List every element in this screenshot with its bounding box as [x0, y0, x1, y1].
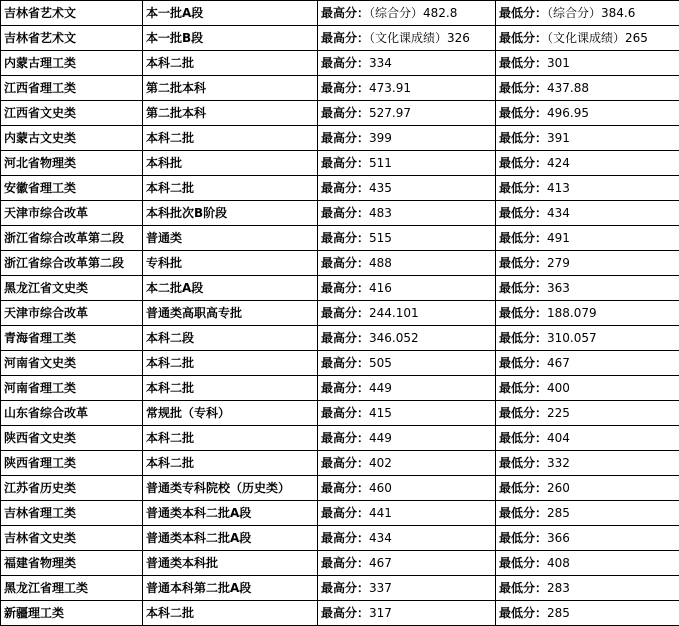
min-score-label: 最低分：	[499, 581, 547, 595]
batch-cell: 本一批B段	[143, 26, 318, 51]
max-score-value: 460	[369, 481, 392, 495]
table-row	[1, 601, 679, 626]
max-score-label: 最高分：	[321, 131, 369, 145]
table-row	[1, 576, 679, 601]
max-score-label: 最高分：	[321, 456, 369, 470]
min-score-cell	[496, 601, 679, 626]
batch-cell: 本科批次B阶段	[143, 201, 318, 226]
batch-cell: 本科二批	[143, 51, 318, 76]
max-score-label: 最高分：	[321, 356, 369, 370]
max-score-cell	[318, 1, 496, 26]
max-score-value: 527.97	[369, 106, 411, 120]
max-score-label: 最高分：	[321, 381, 369, 395]
table-row	[1, 226, 679, 251]
max-score-value: 334	[369, 56, 392, 70]
min-score-cell	[496, 26, 679, 51]
min-score-cell	[496, 126, 679, 151]
max-score-value: （文化课成绩）326	[369, 31, 470, 45]
max-score-cell	[318, 26, 496, 51]
batch-cell: 常规批（专科）	[143, 401, 318, 426]
min-score-label: 最低分：	[499, 231, 547, 245]
batch-cell: 第二批本科	[143, 101, 318, 126]
min-score-value: 400	[547, 381, 570, 395]
max-score-cell	[318, 126, 496, 151]
table-row	[1, 101, 679, 126]
min-score-label: 最低分：	[499, 206, 547, 220]
batch-cell: 普通类专科院校（历史类）	[143, 476, 318, 501]
min-score-label: 最低分：	[499, 606, 547, 620]
min-score-cell	[496, 101, 679, 126]
max-score-cell	[318, 501, 496, 526]
table-row	[1, 351, 679, 376]
table-row	[1, 401, 679, 426]
min-score-cell	[496, 426, 679, 451]
min-score-label: 最低分：	[499, 331, 547, 345]
max-score-value: 515	[369, 231, 392, 245]
min-score-value: 260	[547, 481, 570, 495]
min-score-label: 最低分：	[499, 181, 547, 195]
max-score-cell	[318, 476, 496, 501]
max-score-value: 402	[369, 456, 392, 470]
batch-cell: 本科二批	[143, 451, 318, 476]
min-score-label: 最低分：	[499, 456, 547, 470]
min-score-value: 279	[547, 256, 570, 270]
min-score-label: 最低分：	[499, 31, 547, 45]
min-score-label: 最低分：	[499, 256, 547, 270]
max-score-cell	[318, 451, 496, 476]
min-score-value: 467	[547, 356, 570, 370]
min-score-label: 最低分：	[499, 431, 547, 445]
batch-cell: 普通类本科二批A段	[143, 526, 318, 551]
min-score-cell	[496, 351, 679, 376]
table-row	[1, 326, 679, 351]
min-score-value: 434	[547, 206, 570, 220]
max-score-value: 473.91	[369, 81, 411, 95]
region-cell: 吉林省文史类	[1, 526, 143, 551]
region-cell: 天津市综合改革	[1, 201, 143, 226]
region-cell: 浙江省综合改革第二段	[1, 251, 143, 276]
min-score-label: 最低分：	[499, 281, 547, 295]
min-score-cell	[496, 551, 679, 576]
region-cell: 陕西省文史类	[1, 426, 143, 451]
max-score-cell	[318, 201, 496, 226]
table-row	[1, 26, 679, 51]
table-row	[1, 151, 679, 176]
min-score-cell	[496, 176, 679, 201]
table-row	[1, 426, 679, 451]
max-score-cell	[318, 251, 496, 276]
max-score-cell	[318, 551, 496, 576]
min-score-label: 最低分：	[499, 481, 547, 495]
max-score-label: 最高分：	[321, 81, 369, 95]
max-score-value: 441	[369, 506, 392, 520]
min-score-cell	[496, 501, 679, 526]
batch-cell: 第二批本科	[143, 76, 318, 101]
min-score-cell	[496, 151, 679, 176]
min-score-cell	[496, 526, 679, 551]
min-score-value: 363	[547, 281, 570, 295]
min-score-label: 最低分：	[499, 81, 547, 95]
table-row	[1, 201, 679, 226]
min-score-value: 225	[547, 406, 570, 420]
max-score-label: 最高分：	[321, 406, 369, 420]
min-score-value: 285	[547, 506, 570, 520]
max-score-value: 337	[369, 581, 392, 595]
table-row	[1, 126, 679, 151]
region-cell: 吉林省艺术文	[1, 1, 143, 26]
batch-cell: 本科二批	[143, 126, 318, 151]
max-score-label: 最高分：	[321, 531, 369, 545]
region-cell: 河南省文史类	[1, 351, 143, 376]
max-score-label: 最高分：	[321, 481, 369, 495]
min-score-cell	[496, 1, 679, 26]
min-score-label: 最低分：	[499, 381, 547, 395]
batch-cell: 本科批	[143, 151, 318, 176]
table-row	[1, 1, 679, 26]
batch-cell: 普通类本科二批A段	[143, 501, 318, 526]
score-table-body	[1, 1, 679, 626]
batch-cell: 普通类本科批	[143, 551, 318, 576]
max-score-cell	[318, 76, 496, 101]
max-score-cell	[318, 101, 496, 126]
max-score-value: 434	[369, 531, 392, 545]
batch-cell: 普通类高职高专批	[143, 301, 318, 326]
max-score-label: 最高分：	[321, 56, 369, 70]
max-score-cell	[318, 301, 496, 326]
min-score-value: 285	[547, 606, 570, 620]
max-score-cell	[318, 401, 496, 426]
max-score-cell	[318, 326, 496, 351]
max-score-label: 最高分：	[321, 431, 369, 445]
max-score-cell	[318, 151, 496, 176]
region-cell: 青海省理工类	[1, 326, 143, 351]
max-score-label: 最高分：	[321, 6, 369, 20]
max-score-cell	[318, 51, 496, 76]
max-score-value: 415	[369, 406, 392, 420]
max-score-value: 346.052	[369, 331, 419, 345]
min-score-value: 310.057	[547, 331, 597, 345]
max-score-value: 317	[369, 606, 392, 620]
table-row	[1, 551, 679, 576]
max-score-cell	[318, 426, 496, 451]
region-cell: 黑龙江省理工类	[1, 576, 143, 601]
min-score-label: 最低分：	[499, 356, 547, 370]
max-score-value: 505	[369, 356, 392, 370]
min-score-value: 301	[547, 56, 570, 70]
max-score-label: 最高分：	[321, 31, 369, 45]
region-cell: 安徽省理工类	[1, 176, 143, 201]
batch-cell: 本科二批	[143, 426, 318, 451]
min-score-label: 最低分：	[499, 6, 547, 20]
min-score-cell	[496, 376, 679, 401]
batch-cell: 本科二批	[143, 376, 318, 401]
batch-cell: 本科二批	[143, 601, 318, 626]
min-score-cell	[496, 476, 679, 501]
min-score-value: 366	[547, 531, 570, 545]
max-score-value: 449	[369, 431, 392, 445]
table-row	[1, 526, 679, 551]
min-score-cell	[496, 226, 679, 251]
region-cell: 新疆理工类	[1, 601, 143, 626]
region-cell: 江西省文史类	[1, 101, 143, 126]
region-cell: 内蒙古理工类	[1, 51, 143, 76]
min-score-value: 424	[547, 156, 570, 170]
max-score-value: 399	[369, 131, 392, 145]
min-score-label: 最低分：	[499, 131, 547, 145]
max-score-value: 511	[369, 156, 392, 170]
region-cell: 天津市综合改革	[1, 301, 143, 326]
table-row	[1, 76, 679, 101]
table-row	[1, 51, 679, 76]
max-score-label: 最高分：	[321, 256, 369, 270]
max-score-cell	[318, 226, 496, 251]
batch-cell: 本二批A段	[143, 276, 318, 301]
min-score-cell	[496, 51, 679, 76]
max-score-cell	[318, 276, 496, 301]
min-score-value: 413	[547, 181, 570, 195]
region-cell: 江苏省历史类	[1, 476, 143, 501]
max-score-label: 最高分：	[321, 181, 369, 195]
min-score-value: 491	[547, 231, 570, 245]
min-score-cell	[496, 201, 679, 226]
min-score-label: 最低分：	[499, 531, 547, 545]
min-score-label: 最低分：	[499, 56, 547, 70]
min-score-cell	[496, 576, 679, 601]
region-cell: 浙江省综合改革第二段	[1, 226, 143, 251]
max-score-label: 最高分：	[321, 106, 369, 120]
max-score-cell	[318, 526, 496, 551]
max-score-cell	[318, 351, 496, 376]
table-row	[1, 476, 679, 501]
table-row	[1, 251, 679, 276]
region-cell: 吉林省理工类	[1, 501, 143, 526]
min-score-value: 332	[547, 456, 570, 470]
max-score-label: 最高分：	[321, 206, 369, 220]
max-score-value: 435	[369, 181, 392, 195]
max-score-label: 最高分：	[321, 231, 369, 245]
min-score-label: 最低分：	[499, 406, 547, 420]
table-row	[1, 451, 679, 476]
min-score-cell	[496, 401, 679, 426]
max-score-cell	[318, 376, 496, 401]
max-score-value: （综合分）482.8	[369, 6, 457, 20]
batch-cell: 本科二段	[143, 326, 318, 351]
batch-cell: 本科二批	[143, 351, 318, 376]
min-score-value: （综合分）384.6	[547, 6, 635, 20]
min-score-value: 437.88	[547, 81, 589, 95]
table-row	[1, 376, 679, 401]
region-cell: 陕西省理工类	[1, 451, 143, 476]
min-score-label: 最低分：	[499, 156, 547, 170]
min-score-label: 最低分：	[499, 556, 547, 570]
table-row	[1, 301, 679, 326]
region-cell: 河北省物理类	[1, 151, 143, 176]
max-score-label: 最高分：	[321, 331, 369, 345]
min-score-label: 最低分：	[499, 106, 547, 120]
table-row	[1, 176, 679, 201]
max-score-label: 最高分：	[321, 556, 369, 570]
min-score-label: 最低分：	[499, 306, 547, 320]
max-score-value: 449	[369, 381, 392, 395]
min-score-cell	[496, 301, 679, 326]
min-score-value: 283	[547, 581, 570, 595]
max-score-cell	[318, 176, 496, 201]
batch-cell: 专科批	[143, 251, 318, 276]
max-score-label: 最高分：	[321, 156, 369, 170]
min-score-cell	[496, 76, 679, 101]
batch-cell: 本一批A段	[143, 1, 318, 26]
min-score-label: 最低分：	[499, 506, 547, 520]
region-cell: 山东省综合改革	[1, 401, 143, 426]
region-cell: 福建省物理类	[1, 551, 143, 576]
min-score-value: 408	[547, 556, 570, 570]
region-cell: 内蒙古文史类	[1, 126, 143, 151]
max-score-value: 467	[369, 556, 392, 570]
max-score-value: 416	[369, 281, 392, 295]
min-score-cell	[496, 276, 679, 301]
max-score-label: 最高分：	[321, 281, 369, 295]
max-score-label: 最高分：	[321, 306, 369, 320]
max-score-value: 483	[369, 206, 392, 220]
region-cell: 河南省理工类	[1, 376, 143, 401]
min-score-value: （文化课成绩）265	[547, 31, 648, 45]
max-score-cell	[318, 576, 496, 601]
min-score-value: 404	[547, 431, 570, 445]
min-score-value: 496.95	[547, 106, 589, 120]
table-row	[1, 501, 679, 526]
region-cell: 黑龙江省文史类	[1, 276, 143, 301]
batch-cell: 普通本科第二批A段	[143, 576, 318, 601]
region-cell: 江西省理工类	[1, 76, 143, 101]
batch-cell: 本科二批	[143, 176, 318, 201]
max-score-cell	[318, 601, 496, 626]
max-score-value: 244.101	[369, 306, 419, 320]
max-score-label: 最高分：	[321, 606, 369, 620]
min-score-value: 391	[547, 131, 570, 145]
batch-cell: 普通类	[143, 226, 318, 251]
table-row	[1, 276, 679, 301]
min-score-cell	[496, 451, 679, 476]
max-score-value: 488	[369, 256, 392, 270]
region-cell: 吉林省艺术文	[1, 26, 143, 51]
min-score-value: 188.079	[547, 306, 597, 320]
max-score-label: 最高分：	[321, 506, 369, 520]
max-score-label: 最高分：	[321, 581, 369, 595]
min-score-cell	[496, 251, 679, 276]
min-score-cell	[496, 326, 679, 351]
